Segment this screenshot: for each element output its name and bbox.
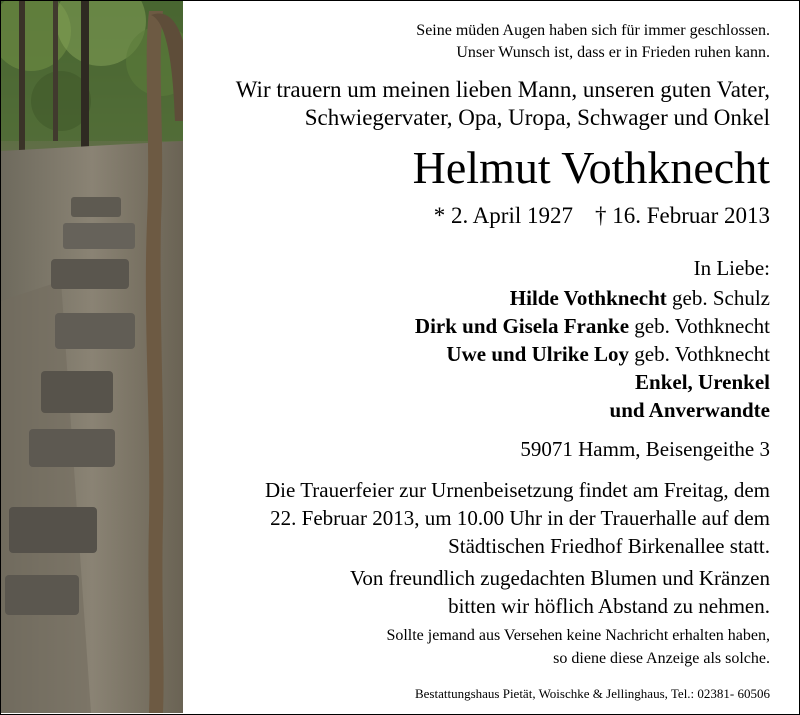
- birth-date: * 2. April 1927: [433, 203, 573, 228]
- life-dates: [434, 201, 770, 231]
- family-intro: In Liebe:: [693, 256, 770, 280]
- intro-line: Schwiegervater, Opa, Uropa, Schwager und Onkel: [304, 105, 770, 130]
- relatives: und Anverwandte: [609, 398, 770, 422]
- death-date: † 16. Februar 2013: [594, 203, 770, 228]
- note-line: so diene diese Anzeige als solche.: [553, 650, 770, 667]
- family-member-note: geb. Vothknecht: [634, 314, 770, 338]
- ceremony-line: Städtischen Friedhof Birkenallee statt.: [448, 534, 770, 558]
- verse-line: Unser Wunsch ist, dass er in Frieden ruhen kann.: [456, 44, 770, 61]
- grandchildren: Enkel, Urenkel: [635, 370, 770, 394]
- family-member: [415, 312, 770, 340]
- deceased-name: Helmut Vothknecht: [412, 142, 770, 193]
- flowers-line: bitten wir höflich Abstand zu nehmen.: [448, 594, 770, 618]
- family-member-name: Dirk und Gisela Franke: [414, 314, 630, 338]
- family-member-note: geb. Vothknecht: [634, 342, 770, 366]
- intro-line: Wir trauern um meinen lieben Mann, unseren guten Vater,: [235, 77, 770, 102]
- funeral-home-footer: Bestattungshaus Pietät, Woischke & Jellinghaus, Tel.: 02381- 60506: [414, 686, 770, 701]
- family-member: [446, 340, 770, 368]
- family-member-name: Uwe und Ulrike Loy: [446, 342, 630, 366]
- flowers-line: Von freundlich zugedachten Blumen und Kränzen: [349, 566, 770, 590]
- forest-steps-photo: [1, 1, 183, 713]
- address: 59071 Hamm, Beisengeithe 3: [520, 437, 770, 461]
- family-member-name: Hilde Vothknecht: [509, 286, 667, 310]
- family-member: [510, 284, 770, 312]
- verse-line: Seine müden Augen haben sich für immer geschlossen.: [416, 22, 770, 39]
- note-line: Sollte jemand aus Versehen keine Nachricht erhalten haben,: [386, 627, 770, 644]
- family-member-note: geb. Schulz: [672, 286, 770, 310]
- ceremony-line: 22. Februar 2013, um 10.00 Uhr in der Trauerhalle auf dem: [270, 506, 770, 530]
- ceremony-line: Die Trauerfeier zur Urnenbeisetzung findet am Freitag, dem: [265, 478, 770, 502]
